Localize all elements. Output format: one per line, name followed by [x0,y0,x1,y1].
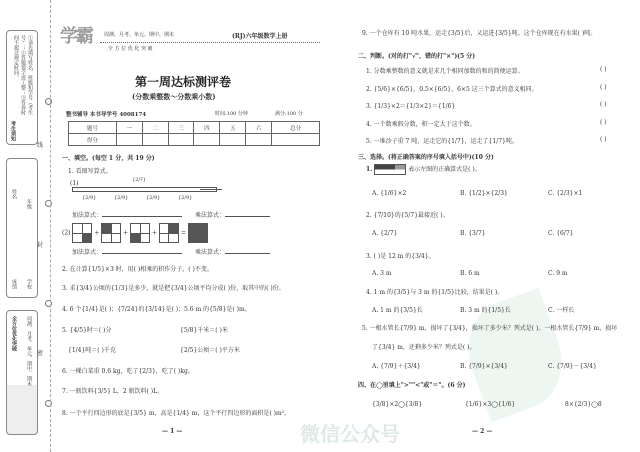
judge-item: 4. 一个数乘假分数，积一定大于这个数。 [366,120,476,128]
judge-answer-paren[interactable]: ( ) [600,83,607,91]
header-subtitle-2: 全 方 位 优 化 突 破 [108,46,153,52]
option-b[interactable]: B. {3/7} [460,230,486,237]
q1-part-1: (1) [70,180,79,187]
answer-blank[interactable] [225,216,270,217]
q8: 8. 一个平行四边形的底是{3/5} m，高是{1/4} m，这个平行四边形的面积是( )m²。 [62,410,291,417]
judge-item: 5. 一堆沙子重 7 吨，运走它的{1/7}，运走了{1/7}吨。 [366,138,518,145]
page-title: 第一周达标测评卷 [135,75,232,89]
logo: 学霸 [60,26,92,47]
q1-part-2-label: (2) [62,229,71,237]
choice-3-options [372,270,636,277]
mul-formula-2 [195,247,270,256]
option-a[interactable]: A. 3 m [372,270,392,277]
watermark: 微信公众号 [300,422,400,446]
section-2-title: 二、判断。(对的打"√"，错的打"×")(5 分) [358,53,476,60]
mul-formula-1 [195,210,270,219]
score-cell[interactable] [168,134,194,146]
choice-5-line-1: 5. 一根水管长{7/9} m，损坏了{3/4}，损坏了多少米？列式是( )。一根水管长{7/9} m，损坏 [362,325,618,332]
judge-answer-paren[interactable]: ( ) [600,66,607,73]
answer-blank[interactable] [102,253,182,254]
score-cell[interactable] [116,134,142,146]
score-header: 五 [220,122,246,134]
q7: 7. 一瓶饮料{3/5} L，2 瓶饮料( )L。 [62,388,164,395]
choice-1-options [372,190,636,197]
add-formula-1 [72,210,182,219]
field-school[interactable]: 学校 [26,279,32,289]
option-a[interactable]: A. 1 m 的{3/5}长 [372,307,423,314]
fraction-square [72,223,92,243]
q5-d: {2/5}公顷＝( )平方米 [180,347,240,354]
option-c[interactable]: C. {6/7} [548,230,574,237]
tick-label: {2/9} [114,195,129,201]
choice-2: 2. {7/10}的{5/7}最接近( )。 [366,212,449,219]
q1-part-2: (2) + + + = [62,223,208,243]
choice-5-options [372,361,636,370]
q5-a: 5. {4/5}时＝( )分 [62,327,112,334]
score-row-label: 得分 [69,134,117,146]
score-header: 总分 [272,122,320,134]
compare-2[interactable]: {1/6}×3◯{1/6} [465,401,516,408]
compare-1[interactable]: {3/8}×2◯{3/8} [372,401,423,408]
choice-1-diagram [374,164,406,175]
exam-time: 时间:100 分钟 [215,111,248,117]
option-c[interactable]: C. {2/3}×1 [548,190,583,197]
cut-mark-1: 线 [37,142,44,149]
score-table [68,121,320,146]
exam-notes-box [6,30,38,145]
q1: 1. 看图写算式。 [68,168,112,175]
field-name[interactable]: 姓名 [11,189,17,199]
exam-notes: ①请先填写姓名、班级和学号（考生号）；②答题要字迹工整；③答卷时间不超过规定时间。 [13,35,33,115]
judge-item: 1. 分数乘整数的意义就是求几个相同加数的和的简便运算。 [366,68,524,75]
number-line-total: {2/?} [132,177,146,183]
mul-label: 乘法算式： [195,212,226,219]
number-line-axis [200,189,222,190]
score-cell[interactable] [220,134,246,146]
tick-label: {2/9} [178,195,193,201]
score-cell[interactable] [272,134,320,146]
page-number-1: — 1 — [162,428,183,435]
q2: 2. 在计算{1/5}×3 时，用( )相乘的积作分子，( )不变。 [62,266,213,273]
tick-label: {2/9} [146,195,161,201]
judge-answer-paren[interactable]: ( ) [600,118,607,126]
score-header: 四 [194,122,220,134]
header-rule [100,42,320,43]
full-score: 满分:100 分 [275,111,303,117]
choice-4-options [372,305,636,314]
brand-box [6,310,38,435]
choice-1-number: 1. [366,166,373,173]
choice-4: 4. 1 m 的{3/5}与 3 m 的{1/5}比较，结果是( )。 [366,289,504,296]
score-header: 六 [246,122,272,134]
section-3-title: 三、选择。(将正确答案的序号填入括号中)(10 分) [358,154,494,161]
student-info-box [6,158,38,298]
fraction-square [101,223,121,243]
add-formula-2 [72,247,182,256]
brand-line-1: 周测、月考、单元、期中、期末 [26,316,32,386]
exam-notes-label: 考生须知 [10,121,16,141]
page-subtitle: (分数乘整数～分数乘小数) [132,92,216,101]
score-cell[interactable] [194,134,220,146]
brand-line-2: 全方位优化突破 [11,316,17,351]
q5-c: {1/4}吨＝( )千克 [68,347,116,354]
number-line [72,187,217,192]
choice-3: 3. ( )是 12 m 的{3/4}。 [366,253,435,260]
guide-code: 整书辅导 本书导学号 4008174 [66,112,147,118]
compare-3[interactable]: 8×{2/3}◯8 [565,401,602,408]
score-cell[interactable] [142,134,168,146]
q4: 4. 6 个{1/4}是( )；{7/24}的{3/14}是( )；5.6 m 的{5/8}是( )m。 [62,306,251,313]
cut-mark-2: 封 [37,242,44,249]
answer-blank[interactable] [102,216,182,217]
q3: 3. 求{3/4}公顷的{1/3}是多少，就是把{3/4}公顷平均分成( )份，取其中的( )份。 [62,285,285,292]
field-score[interactable]: 成绩 [11,279,17,289]
score-header: 一 [116,122,142,134]
fraction-square [130,223,150,243]
q6: 6. 一棵白菜重 0.6 kg，吃了{2/3}，吃了( )kg。 [62,368,194,375]
choice-1-text: 表示左图的正确算式是( )。 [408,166,481,173]
score-cell[interactable] [246,134,272,146]
judge-item: 2. {5/6}×{6/5}，0.5×{6/5}，6×5 这三个算式的意义相同。 [366,85,538,93]
option-a[interactable]: A. {2/7} [372,230,398,237]
cut-mark-3: 密 [37,350,44,357]
score-header: 三 [168,122,194,134]
answer-blank[interactable] [225,253,270,254]
cut-line [50,0,51,452]
mul-label: 乘法算式： [195,249,226,256]
option-b[interactable]: B. {1/2}×{2/3} [460,190,508,197]
option-a[interactable]: A. {7/9}＋{3/4} [372,363,421,370]
fraction-square [188,223,208,243]
add-label: 加法算式： [72,249,103,256]
choice-2-options [372,230,636,237]
option-b[interactable]: B. {7/9}×{3/4} [460,363,508,370]
score-header: 二 [142,122,168,134]
field-grade[interactable]: 年级 [26,199,32,209]
option-c[interactable]: C. {7/9}－{3/4} [548,363,597,370]
header-subtitle-1: 周测、月考、单元、期中、期末 [104,32,175,38]
page-number-2: — 2 — [472,428,493,435]
tick-label: {2/9} [82,195,97,201]
q9: 9. 一个仓库有 10 吨水果，运走{3/5}后，又运进{3/5}吨。这个仓库现在有水果( )吨。 [362,30,597,37]
grade-label: (RJ)六年级数学上册 [232,33,288,40]
option-b[interactable]: B. 3 m 的{1/5}长 [460,307,511,314]
choice-5-line-2: 了{3/4} m，还剩多少米？列式是( )。 [372,344,476,351]
section-4-title: 四、在◯里填上">""<"或"＝"。(6 分) [358,382,466,389]
option-b[interactable]: B. 6 m [460,270,480,277]
fraction-square [159,223,179,243]
q5-b: {5/8}千米＝( )米 [180,327,228,334]
add-label: 加法算式： [72,212,103,219]
section-1-title: 一、填空。(每空 1 分，共 19 分) [62,155,155,162]
judge-item: 3. {1/3}×2＝{1/3×2}＝{1/6} [366,103,456,110]
judge-answer-paren[interactable]: ( ) [600,136,607,143]
option-a[interactable]: A. {1/6}×2 [372,190,407,197]
choice-1 [366,164,481,175]
judge-answer-paren[interactable]: ( ) [600,101,607,108]
option-c[interactable]: C. 一样长 [548,307,575,314]
option-c[interactable]: C. 9 m [548,270,568,277]
score-header: 题号 [69,122,117,134]
